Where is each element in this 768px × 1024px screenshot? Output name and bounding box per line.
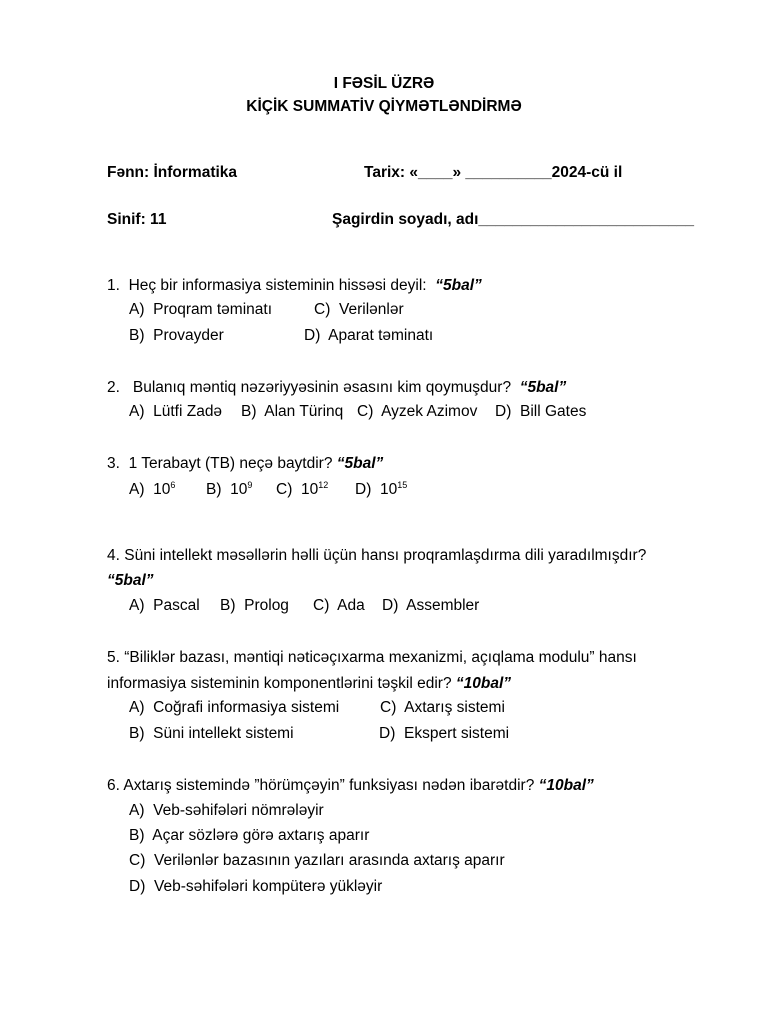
question-4-option-d: D) Assembler xyxy=(382,597,480,614)
question-points: “5bal” xyxy=(519,379,567,396)
question-1-option-d: D) Aparat təminatı xyxy=(304,327,434,344)
subject-field: Fənn: İnformatika xyxy=(107,164,238,181)
question-number: 6. xyxy=(107,777,120,794)
question-3-option-a: A) $10^6$ xyxy=(129,480,176,498)
question-5-option-b: B) Süni intellekt sistemi xyxy=(129,725,294,742)
question-6-option-a: A) Veb-səhifələri nömrələyir xyxy=(129,802,324,819)
question-text: 1 Terabayt (TB) neçə baytdir? xyxy=(128,455,333,472)
question-5-option-c: C) Axtarış sistemi xyxy=(380,699,505,716)
question-3-option-c: C) $10^{12}$ xyxy=(276,480,329,498)
date-field: Tarix: «____» __________2024-cü il xyxy=(364,164,623,181)
question-4-option-c: C) Ada xyxy=(313,597,365,614)
class-field: Sinif: 11 xyxy=(107,211,167,228)
question-number: 4. xyxy=(107,547,120,564)
question-5-stem-line-1 xyxy=(107,648,637,668)
student-name-field: Şagirdin soyadı, adı_________________________ xyxy=(332,211,694,228)
question-1-stem xyxy=(107,276,482,296)
question-text: Süni intellekt məsəllərin həlli üçün hansı proqramlaşdırma dili yaradılmışdır? xyxy=(124,547,647,564)
question-2-option-a: A) Lütfi Zadə xyxy=(129,403,223,420)
question-6-option-d: D) Veb-səhifələri kompüterə yükləyir xyxy=(129,878,383,895)
question-6-option-b: B) Açar sözlərə görə axtarış aparır xyxy=(129,827,370,844)
question-text: informasiya sisteminin komponentlərini təşkil edir? xyxy=(107,675,452,692)
question-1-option-c: C) Verilənlər xyxy=(314,301,404,318)
question-4-points: “5bal” xyxy=(107,572,154,589)
question-2-stem xyxy=(107,378,566,398)
title-line-2: KİÇİK SUMMATİV QİYMƏTLƏNDİRMƏ xyxy=(246,98,522,115)
question-points: “10bal” xyxy=(538,777,594,794)
question-number: 5. xyxy=(107,649,120,666)
question-points: “5bal” xyxy=(336,455,384,472)
question-number: 1. xyxy=(107,277,120,294)
question-points: “5bal” xyxy=(435,277,482,294)
question-4-option-b: B) Prolog xyxy=(220,597,289,614)
question-4-option-a: A) Pascal xyxy=(129,597,200,614)
question-3-stem xyxy=(107,454,383,474)
question-6-option-c: C) Verilənlər bazasının yazıları arasında axtarış aparır xyxy=(129,852,505,869)
question-text: Bulanıq məntiq nəzəriyyəsinin əsasını kim qoymuşdur? xyxy=(132,379,512,396)
question-5-stem-line-2 xyxy=(107,674,511,694)
question-2-option-d: D) Bill Gates xyxy=(495,403,587,420)
question-1-option-a: A) Proqram təminatı xyxy=(129,301,273,318)
question-5-option-d: D) Ekspert sistemi xyxy=(379,725,510,742)
title-line-1: I FƏSİL ÜZRƏ xyxy=(333,75,435,92)
question-3-option-b: B) $10^9$ xyxy=(206,480,253,498)
question-number: 3. xyxy=(107,455,120,472)
question-1-option-b: B) Provayder xyxy=(129,327,224,344)
question-text: Heç bir informasiya sisteminin hissəsi deyil: xyxy=(128,277,427,294)
question-2-option-b: B) Alan Türinq xyxy=(241,403,344,420)
question-5-option-a: A) Coğrafi informasiya sistemi xyxy=(129,699,340,716)
question-number: 2. xyxy=(107,379,120,396)
question-3-option-d: D) $10^{15}$ xyxy=(355,480,408,498)
question-4-stem xyxy=(107,546,646,566)
question-text: Axtarış sistemində ”hörümçəyin” funksiyası nədən ibarətdir? xyxy=(123,777,535,794)
question-points: “10bal” xyxy=(455,675,512,692)
question-2-option-c: C) Ayzek Azimov xyxy=(357,403,478,420)
question-text: “Biliklər bazası, məntiqi nəticəçıxarma mexanizmi, açıqlama modulu” hansı xyxy=(124,649,637,666)
question-6-stem xyxy=(107,776,594,796)
